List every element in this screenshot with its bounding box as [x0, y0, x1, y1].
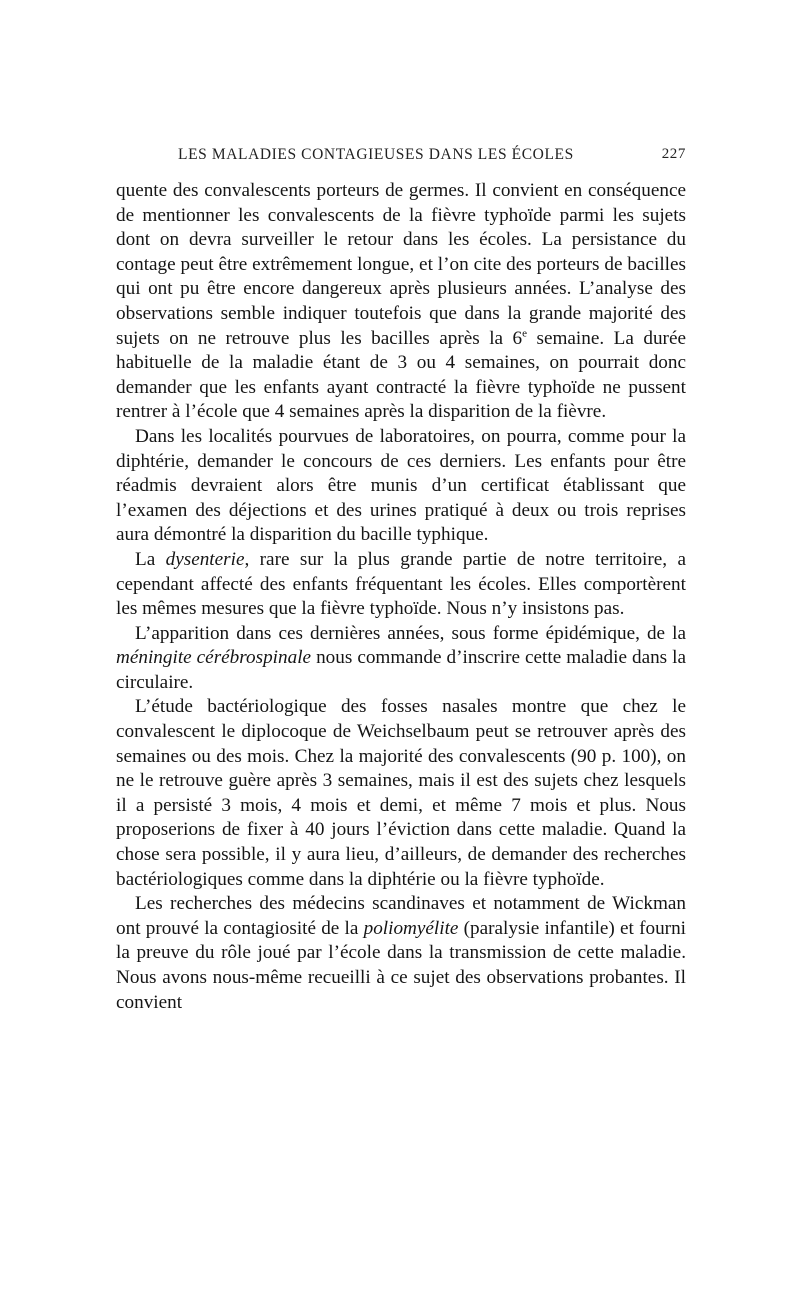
- disease-name-poliomyelitis: poliomyélite: [363, 917, 459, 939]
- book-page: [116, 146, 686, 1015]
- page-number: 227: [661, 146, 686, 162]
- paragraph-dysentery: [116, 548, 686, 622]
- paragraph-lead: L’apparition dans ces dernières années, sous forme épidémique, de la: [135, 622, 686, 644]
- paragraph-text-continued: semaine. La durée habituelle de la maladie étant de 3 ou 4 semaines, on pourrait donc demander que les enfants ayant contracté la fièvre typhoïde ne pussent rentrer à l’école que 4 semaines après la disparition de la fièvre.: [116, 327, 686, 423]
- paragraph-poliomyelitis: [116, 892, 686, 1015]
- paragraph-lead: La: [135, 548, 166, 570]
- page-header: [116, 146, 686, 170]
- paragraph-meningitis: [116, 622, 686, 696]
- paragraph-text: , rare sur la plus grande partie de notre territoire, a cependant affecté des enfants fréquentant les écoles. Elles comportèrent les mêmes mesures que la fièvre typhoïde. Nous n’y insistons pas.: [116, 548, 686, 620]
- paragraph-bacteriology: L’étude bactériologique des fosses nasales montre que chez le convalescent le diplocoque de Weichselbaum peut se retrouver après des semaines ou des mois. Chez la majorité des convalescents (90 p. 100), on ne le retrouve guère après 3 semaines, mais il est des sujets chez lesquels il a persisté 3 mois, 4 mois et demi, et même 7 mois et plus. Nous proposerions de fixer à 40 jours l’éviction dans cette maladie. Quand la chose sera possible, il y aura lieu, d’ailleurs, de demander des recherches bactériologiques comme dans la diphtérie ou la fièvre typhoïde.: [116, 696, 686, 890]
- paragraph-lead: Les recherches des médecins scandinaves et notamment de Wickman ont prouvé la contagiosité de la: [116, 893, 686, 939]
- paragraph-laboratories: Dans les localités pourvues de laboratoires, on pourra, comme pour la diphtérie, demander le concours de ces derniers. Les enfants pour être réadmis devraient alors être munis d’un certificat établissant que l’examen des déjections et des urines pratiqué à deux ou trois reprises aura démontré la disparition du bacille typhique.: [116, 425, 686, 546]
- paragraph-typhoid-carriers: [116, 179, 686, 425]
- paragraph-text: (paralysie infantile) et fourni la preuve du rôle joué par l’école dans la transmission de cette maladie. Nous avons nous-même recueilli à ce sujet des observations probantes. Il convient: [116, 917, 686, 1013]
- paragraph-text: nous commande d’inscrire cette maladie dans la circulaire.: [116, 647, 686, 693]
- disease-name-dysentery: dysenterie: [165, 548, 245, 570]
- paragraph-text: quente des convalescents porteurs de germes. Il convient en conséquence de mentionner les convalescents de la fièvre typhoïde parmi les sujets dont on devra surveiller le retour dans les écoles. La persistance du contage peut être extrêmement longue, et l’on cite des porteurs de bacilles qui ont pu être encore dangereux après plusieurs années. L’analyse des observations semble indiquer toutefois que dans la grande majorité des sujets on ne retrouve plus les bacilles après la 6: [116, 180, 686, 349]
- disease-name-meningitis: méningite cérébrospinale: [116, 647, 312, 669]
- running-title: LES MALADIES CONTAGIEUSES DANS LES ÉCOLES: [178, 146, 574, 163]
- body-text: [116, 179, 686, 1015]
- superscript-e: e: [522, 327, 528, 340]
